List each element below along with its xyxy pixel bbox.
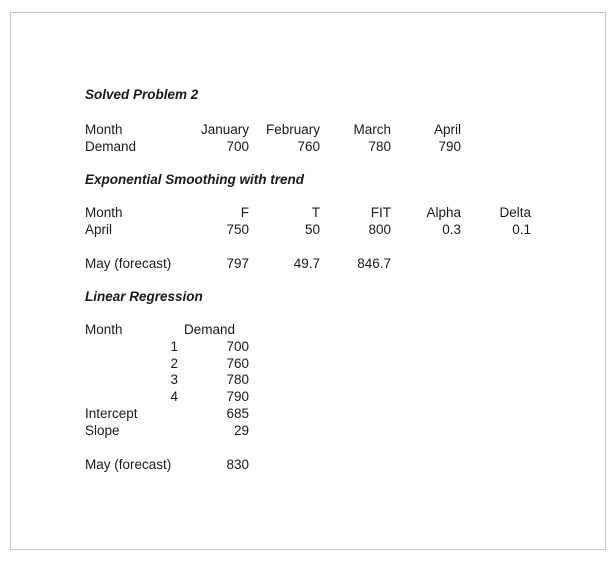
month-march: March [353,122,391,137]
slope-label: Slope [85,423,120,438]
row-label-month: Month [85,122,123,137]
exp-forecast-fit: 846.7 [357,256,391,271]
exp-header-t: T [311,205,320,220]
month-february: February [265,122,320,137]
regression-demand-header: Demand [184,322,236,337]
demand-february: 760 [297,139,320,154]
exp-header-fit: FIT [370,205,391,220]
exp-forecast-f: 797 [226,256,249,271]
exp-april-delta: 0.1 [512,222,531,237]
regression-demand-1: 700 [226,339,249,354]
exp-row-label-april: April [85,222,113,237]
exp-forecast-label: May (forecast) [85,256,172,271]
demand-march: 780 [368,139,391,154]
document-title: Solved Problem 2 [85,87,199,102]
month-april: April [433,122,461,137]
intercept-value: 685 [226,406,249,421]
regression-demand-3: 780 [226,372,249,387]
intercept-label: Intercept [85,406,138,421]
regression-month-header: Month [85,322,123,337]
exp-header-delta: Delta [499,205,531,220]
slope-value: 29 [233,423,249,438]
exp-april-fit: 800 [368,222,391,237]
demand-april: 790 [438,139,461,154]
exp-header-f: F [240,205,249,220]
exp-smoothing-title: Exponential Smoothing with trend [85,172,304,187]
regression-month-4: 4 [170,389,178,404]
regression-demand-4: 790 [226,389,249,404]
exp-april-alpha: 0.3 [442,222,461,237]
exp-row-label-month: Month [85,205,123,220]
regression-month-3: 3 [170,372,178,387]
demand-january: 700 [226,139,249,154]
regression-month-2: 2 [170,356,178,371]
regression-title: Linear Regression [85,289,203,304]
regression-forecast-label: May (forecast) [85,457,172,472]
month-january: January [200,122,249,137]
exp-forecast-t: 49.7 [293,256,320,271]
regression-forecast-value: 830 [226,457,249,472]
exp-header-alpha: Alpha [426,205,461,220]
exp-april-f: 750 [226,222,249,237]
exp-april-t: 50 [304,222,320,237]
regression-month-1: 1 [170,339,178,354]
regression-demand-2: 760 [226,356,249,371]
row-label-demand: Demand [85,139,137,154]
